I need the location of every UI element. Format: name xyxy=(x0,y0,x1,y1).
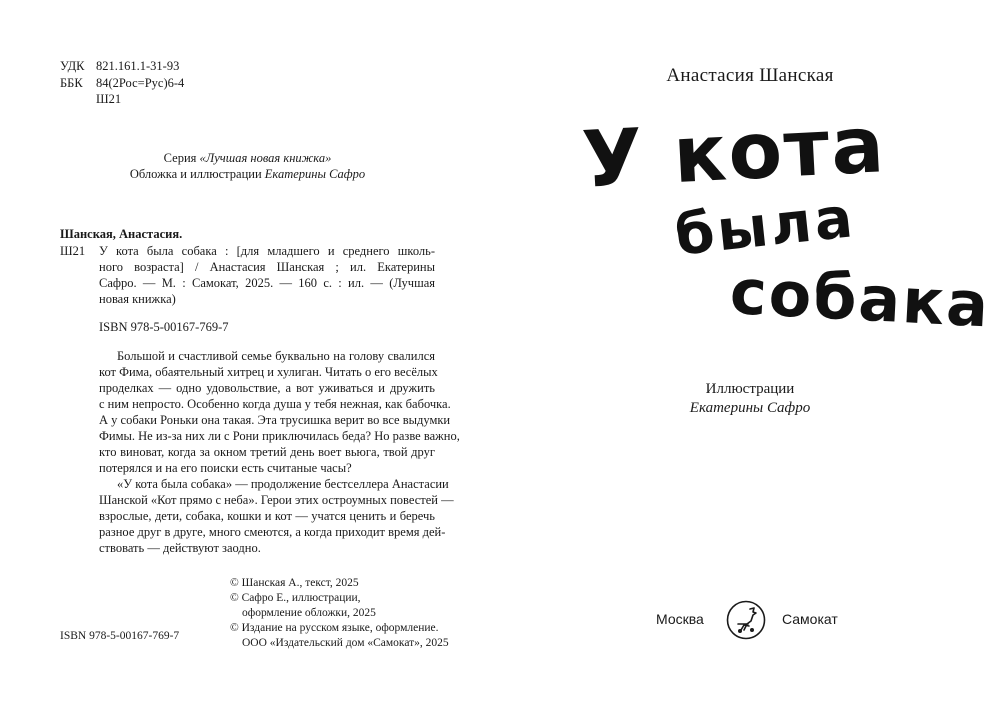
cover-credit-name: Екатерины Сафро xyxy=(264,167,366,181)
code-bbk xyxy=(60,75,184,91)
biblio-code: Ш21 xyxy=(60,244,86,258)
annotation-line: кот Фима, обаятельный хитрец и хулиган. Читать о его весёлых xyxy=(99,365,438,379)
annotation-line: Большой и счастливой семье буквально на голову свалился xyxy=(117,349,435,363)
cover-credit-prefix: Обложка и иллюстрации xyxy=(129,167,265,181)
annotation-line: кто виноват, когда за окном третий день воет вьюга, твой друг xyxy=(99,445,435,459)
biblio-line: У кота была собака : [для младшего и среднего школь- xyxy=(99,244,435,258)
biblio-author: Шанская, Анастасия. xyxy=(60,227,183,241)
samokat-logo-icon xyxy=(726,600,766,640)
annotation-line: с ним непросто. Особенно когда душа у тебя нежная, как бабочка. xyxy=(99,397,451,411)
illustrator-name: Екатерины Сафро xyxy=(689,400,811,416)
isbn: ISBN 978-5-00167-769-7 xyxy=(99,320,229,334)
code-value: 84(2Рос=Рус)6-4 xyxy=(96,76,185,90)
series-name: «Лучшая новая книжка» xyxy=(199,151,332,165)
annotation-line: взрослые, дети, собака, кошки и кот — учатся ценить и беречь xyxy=(99,509,435,523)
annotation-line: ствовать — действуют заодно. xyxy=(99,541,261,555)
imprint-publisher: Самокат xyxy=(782,611,838,627)
series-line xyxy=(60,150,435,166)
code-key: ББК xyxy=(60,76,83,90)
series-prefix: Серия xyxy=(163,151,200,165)
illustrations-label: Иллюстрации xyxy=(705,381,795,397)
copyright-line: © Шанская А., текст, 2025 xyxy=(230,577,359,589)
annotation-line: потерялся и на его поиски есть считаные часы? xyxy=(99,461,352,475)
copyright-line: © Сафро Е., иллюстрации, xyxy=(230,592,361,604)
cover-credit-line xyxy=(60,166,435,182)
code-author-mark xyxy=(60,91,121,107)
imprint-city: Москва xyxy=(656,611,704,627)
annotation-line: А у собаки Роньки она такая. Эта трусишка верит во все выдумки xyxy=(99,413,451,427)
annotation-line: проделках — одно удовольствие, а вот уживаться и дружить xyxy=(99,381,435,395)
author-name: Анастасия Шанская xyxy=(666,65,834,86)
code-value: 821.161.1-31-93 xyxy=(96,59,180,73)
code-udk xyxy=(60,58,179,74)
annotation-line: «У кота была собака» — продолжение бестселлера Анастасии xyxy=(117,477,449,491)
annotation-line: Шанской «Кот прямо с неба». Герои этих остроумных повестей — xyxy=(99,493,454,507)
copyright-line: оформление обложки, 2025 xyxy=(242,607,376,619)
copyright-line: © Издание на русском языке, оформление. xyxy=(230,622,439,634)
biblio-line: новая книжка) xyxy=(99,292,176,306)
title-line: была xyxy=(672,185,859,269)
code-key: УДК xyxy=(60,59,85,73)
biblio-line: Сафро. — М. : Самокат, 2025. — 160 с. : ил. — (Лучшая xyxy=(99,276,435,290)
title-line: собака xyxy=(728,255,993,342)
annotation-line: разное друг в друге, много смеются, а когда приходит время дей- xyxy=(99,525,446,539)
bottom-isbn: ISBN 978-5-00167-769-7 xyxy=(60,630,180,642)
biblio-line: ного возраста] / Анастасия Шанская ; ил. Екатерины xyxy=(99,260,435,274)
copyright-line: ООО «Издательский дом «Самокат», 2025 xyxy=(242,637,449,649)
code-value: Ш21 xyxy=(96,92,122,106)
annotation-line: Фимы. Не из-за них ли с Рони приключилась беда? Но разве важно, xyxy=(99,429,460,443)
title-line: У кота xyxy=(580,100,888,206)
